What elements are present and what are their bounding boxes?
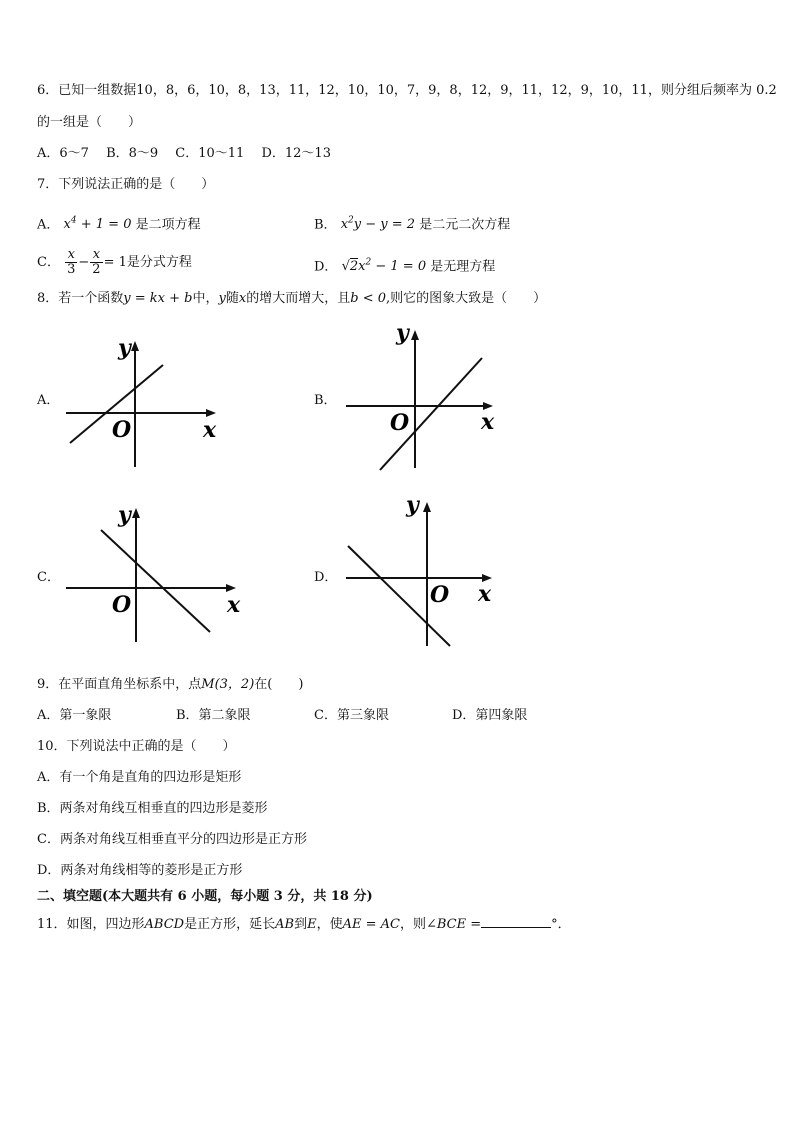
- q7-option-b-label: B．: [314, 217, 337, 233]
- q8-stem-part: 的增大而增大，且: [246, 291, 351, 306]
- q8-graph-d: [340, 488, 510, 658]
- q11-stem-part: ，则: [399, 917, 426, 932]
- q8-stem: [37, 290, 546, 308]
- q11-stem-part: °．: [551, 917, 571, 932]
- q8-option-d-label: D．: [314, 570, 338, 585]
- q8-stem-part: 中，: [192, 291, 219, 306]
- q11-stem: [37, 915, 571, 934]
- y-axis-arrow: [132, 508, 140, 518]
- x-axis-label: x: [227, 592, 241, 618]
- q7-option-c-label: C．: [37, 255, 60, 270]
- q6-stem-line1: 6．已知一组数据10，8，6，10，8，13，11，12，10，10，7，9，8，12，9，11，12，9，10，11，则分组后频率为 0.2: [37, 83, 777, 98]
- origin-label: O: [430, 582, 450, 608]
- x-axis-arrow: [226, 584, 236, 592]
- q7-option-d-label: D．: [314, 259, 338, 275]
- section-heading-fill-in: 二、填空题(本大题共有 6 小题，每小题 3 分，共 18 分): [37, 889, 373, 904]
- q9-point: M(3，2): [201, 677, 255, 692]
- q11-equation: AE = AC: [342, 917, 400, 932]
- q10-option-b: B．两条对角线互相垂直的四边形是菱形: [37, 801, 268, 816]
- q8-stem-condition: b < 0: [350, 291, 386, 306]
- q8-stem-part: 8．若一个函数: [37, 291, 124, 306]
- y-axis-label: y: [118, 502, 131, 528]
- q7-option-b-equation: $x^2y - y = 2$: [340, 216, 416, 233]
- q10-option-c: C．两条对角线互相垂直平分的四边形是正方形: [37, 832, 307, 847]
- q11-answer-blank[interactable]: [481, 915, 551, 928]
- x-axis-label: x: [481, 409, 495, 435]
- q7-stem: 7．下列说法正确的是（ ）: [37, 177, 215, 192]
- x-axis-label: x: [203, 417, 217, 443]
- q7-option-d-text: 是无理方程: [430, 259, 496, 275]
- origin-label: O: [112, 417, 132, 443]
- origin-label: O: [112, 592, 132, 618]
- q8-stem-x: x: [238, 291, 247, 306]
- origin-label: O: [390, 410, 410, 436]
- q7-option-b-text: 是二元二次方程: [419, 217, 511, 233]
- y-axis-arrow: [411, 330, 419, 340]
- q11-ab: AB: [275, 917, 295, 932]
- q8-graph-c: [60, 500, 250, 650]
- q7-option-a-text: 是二项方程: [135, 217, 201, 233]
- x-axis-arrow: [206, 409, 216, 417]
- q10-option-d: D．两条对角线相等的菱形是正方形: [37, 863, 243, 878]
- y-axis-arrow: [131, 341, 139, 351]
- q9-option-b: B．第二象限: [176, 708, 251, 723]
- q7-option-b: [314, 212, 510, 234]
- q11-stem-part: 是正方形，延长: [184, 917, 276, 932]
- q9-option-d: D．第四象限: [452, 708, 528, 723]
- q7-option-c-fraction-2: $\frac{x}{2}$: [92, 247, 101, 277]
- q9-option-a: A．第一象限: [37, 708, 112, 723]
- q10-option-a: A．有一个角是直角的四边形是矩形: [37, 770, 242, 785]
- q7-option-c: C． $\frac{x}{3}$ − $\frac{x}{2}$ = 1是分式方程: [37, 247, 192, 277]
- q8-option-c-label: C．: [37, 570, 60, 585]
- q8-stem-equation: y = kx + b: [123, 291, 193, 306]
- q8-graph-b: [340, 318, 510, 478]
- q11-stem-part: 11．如图，四边形: [37, 917, 145, 932]
- y-axis-label: y: [118, 335, 131, 361]
- q11-angle: ∠BCE =: [426, 917, 482, 932]
- q7-option-a-equation: $x^4 + 1 = 0$: [63, 216, 132, 233]
- q7-option-c-text: 是分式方程: [126, 255, 192, 270]
- q9-option-c: C．第三象限: [314, 708, 389, 723]
- q11-stem-part: 到: [294, 917, 308, 932]
- q8-option-a-label: A．: [37, 393, 60, 408]
- q8-graph-a: [60, 325, 230, 475]
- q9-stem-part: 9．在平面直角坐标系中，点: [37, 677, 202, 692]
- x-axis-label: x: [478, 581, 492, 607]
- q9-stem-part: 在( ): [254, 677, 304, 692]
- q9-stem: [37, 676, 303, 694]
- y-axis-arrow: [423, 502, 431, 512]
- q11-e: E: [307, 917, 317, 932]
- q8-stem-part: 随: [225, 291, 239, 306]
- q7-option-c-fraction-1: $\frac{x}{3}$: [67, 247, 76, 277]
- q8-stem-y: y: [218, 291, 226, 306]
- q7-option-d-equation: $√2x^2 - 1 = 0$: [341, 258, 427, 275]
- q11-abcd: ABCD: [144, 917, 185, 932]
- q6-options: A．6～7 B．8～9 C．10～11 D．12～13: [37, 146, 331, 161]
- y-axis-label: y: [396, 320, 409, 346]
- q10-stem: 10．下列说法中正确的是（ ）: [37, 739, 236, 754]
- q7-option-d: [314, 254, 495, 276]
- q7-option-a: [37, 212, 201, 234]
- q8-option-b-label: B．: [314, 393, 337, 408]
- y-axis-label: y: [406, 492, 419, 518]
- q11-stem-part: ，使: [316, 917, 343, 932]
- q8-stem-part: ,则它的图象大致是（ ）: [385, 291, 547, 306]
- q7-option-a-label: A．: [37, 217, 60, 233]
- q6-stem-line2: 的一组是（ ）: [37, 115, 142, 130]
